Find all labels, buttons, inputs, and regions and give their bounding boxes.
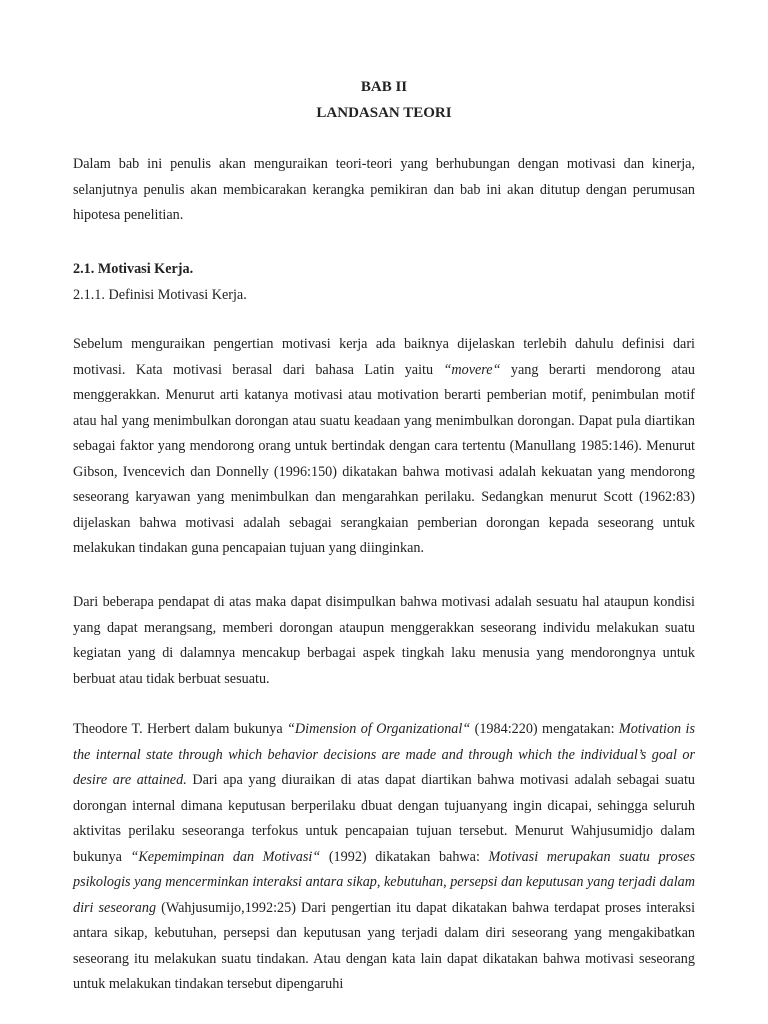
intro-paragraph: Dalam bab ini penulis akan menguraikan teori-teori yang berhubungan dengan motivasi dan kinerja, selanjutnya penulis akan membicarakan kerangka pemikiran dan bab ini akan ditutup dengan perumusan hipotesa penelitian.	[73, 156, 695, 223]
section-title: 2.1. Motivasi Kerja.	[73, 261, 194, 277]
latin-term: “movere“	[443, 361, 501, 378]
text-run: Dari apa yang diuraikan di atas dapat diartikan bahwa motivasi adalah sebagai suatu dorongan internal dimana keputusan berperilaku dbuat dengan tujuanyang ingin dicapai, sehingga seluruh aktivitas perilaku seseoranga terfokus untuk pencapaian tujuan tersebut. Menurut Wahjusumidjo dalam bukunya	[73, 772, 696, 865]
book-title: “Kepemimpinan dan Motivasi“	[130, 848, 321, 865]
text-run: (Wahjusumijo,1992:25) Dari pengertian itu dapat dikatakan bahwa terdapat proses interaksi antara sikap, kebutuhan, persepsi dan keputusan yang terjadi dalam diri seseorang yang mengakibatkan seseorang itu melakukan suatu tindakan. Atau dengan kata lain dapat dikatakan bahwa motivasi seseorang untuk melakukan tindakan tersebut dipengaruhi	[73, 899, 696, 992]
conclusion-paragraph: Dari beberapa pendapat di atas maka dapat disimpulkan bahwa motivasi adalah sesuatu hal ataupun kondisi yang dapat merangsang, memberi dorongan ataupun menggerakkan seseorang individu melakukan suatu kegiatan yang di dalamnya mencakup berbagai aspek tingkah laku menusia yang mendorongnya untuk berbuat atau tidak berbuat sesuatu.	[73, 594, 695, 687]
herbert-paragraph	[73, 717, 695, 998]
text-run: (1992) dikatakan bahwa:	[320, 848, 489, 865]
text-run: (1984:220) mengatakan:	[470, 721, 619, 737]
text-run: Sebelum menguraikan pengertian motivasi kerja ada baiknya dijelaskan terlebih dahulu definisi dari motivasi. Kata motivasi berasal dari bahasa Latin yaitu	[73, 336, 695, 378]
book-title: “Dimension of Organizational“	[287, 721, 471, 737]
subsection-title: 2.1.1. Definisi Motivasi Kerja.	[73, 287, 247, 303]
quote: Motivasi merupakan suatu proses psikologis yang mencerminkan interaksi antara sikap, kebutuhan, persepsi dan keputusan yang terjadi dalam diri seseorang	[73, 848, 695, 916]
text-run: yang berarti mendorong atau menggerakkan. Menurut arti katanya motivasi atau motivation berarti pemberian motif, penimbulan motif atau hal yang menimbulkan dorongan atau suatu keadaan yang menimbulkan dorongan. Dapat pula diartikan sebagai faktor yang mendorong orang untuk bertindak dengan cara tertentu (Manullang 1985:146). Menurut Gibson, Ivencevich dan Donnelly (1996:150) dikatakan bahwa motivasi adalah kekuatan yang mendorong seseorang karyawan yang menimbulkan dan mengarahkan perilaku. Sedangkan menurut Scott (1962:83) dijelaskan bahwa motivasi adalah sebagai serangkaian pemberian dorongan kepada seseorang untuk melakukan tindakan guna pencapaian tujuan yang diinginkan.	[73, 361, 695, 556]
chapter-title: LANDASAN TEORI	[316, 105, 452, 121]
definition-paragraph	[73, 332, 695, 562]
text-run: Theodore T. Herbert dalam bukunya	[73, 721, 287, 737]
chapter-heading: BAB II	[360, 79, 408, 95]
quote: Motivation is the internal state through which behavior decisions are made and through which the individual’s goal or desire are attained.	[73, 721, 695, 788]
